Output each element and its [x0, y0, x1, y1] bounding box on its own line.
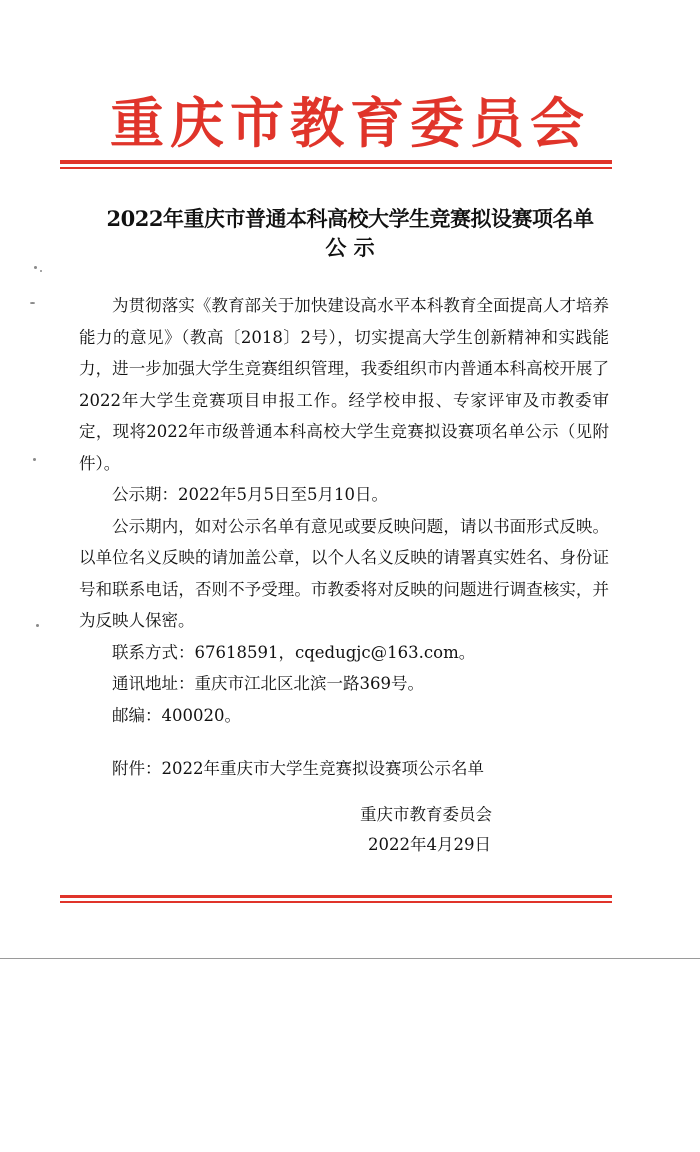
- paragraph-feedback: 公示期内，如对公示名单有意见或要反映问题，请以书面形式反映。以单位名义反映的请加盖公章，以个人名义反映的请署真实姓名、身份证号和联系电话，否则不予受理。市教委将对反映的问题进行调查核实，并为反映人保密。: [79, 516, 609, 630]
- paragraph-postcode: 邮编：400020。: [112, 705, 241, 725]
- letterhead-rule-thick: [60, 160, 612, 164]
- paragraph-intro: 为贯彻落实《教育部关于加快建设高水平本科教育全面提高人才培养能力的意见》（教高〔2018〕2号），切实提高大学生创新精神和实践能力，进一步加强大学生竞赛组织管理，我委组织市内普通本科高校开展了2022年大学生竞赛项目申报工作。经学校申报、专家评审及市教委审定，现将2022年市级普通本科高校大学生竞赛拟设赛项名单公示（见附件）。: [79, 296, 609, 473]
- letterhead-title: 重庆市教育委员会: [110, 91, 590, 155]
- footer-rule-thick: [60, 895, 612, 898]
- scan-speck: [30, 302, 35, 304]
- document-title: 2022年重庆市普通本科高校大学生竞赛拟设赛项名单: [106, 206, 594, 231]
- scan-speck: [40, 270, 42, 272]
- signature-organization: 重庆市教育委员会: [360, 805, 492, 824]
- scan-speck: [34, 266, 37, 269]
- footer-rule-thin: [60, 901, 612, 903]
- paragraph-contact: 联系方式：67618591，cqedugjc@163.com。: [112, 642, 476, 662]
- scan-speck: [33, 458, 36, 461]
- letterhead-rule-thin: [60, 167, 612, 169]
- scan-page-edge: [0, 958, 700, 959]
- document-body: [79, 290, 609, 785]
- paragraph-attachment: 附件：2022年重庆市大学生竞赛拟设赛项公示名单: [112, 759, 484, 778]
- scan-speck: [36, 624, 39, 627]
- signature-date: 2022年4月29日: [368, 835, 491, 854]
- paragraph-period: 公示期：2022年5月5日至5月10日。: [112, 485, 388, 504]
- document-subtitle: 公 示: [325, 235, 375, 260]
- paragraph-address: 通讯地址：重庆市江北区北滨一路369号。: [112, 674, 424, 693]
